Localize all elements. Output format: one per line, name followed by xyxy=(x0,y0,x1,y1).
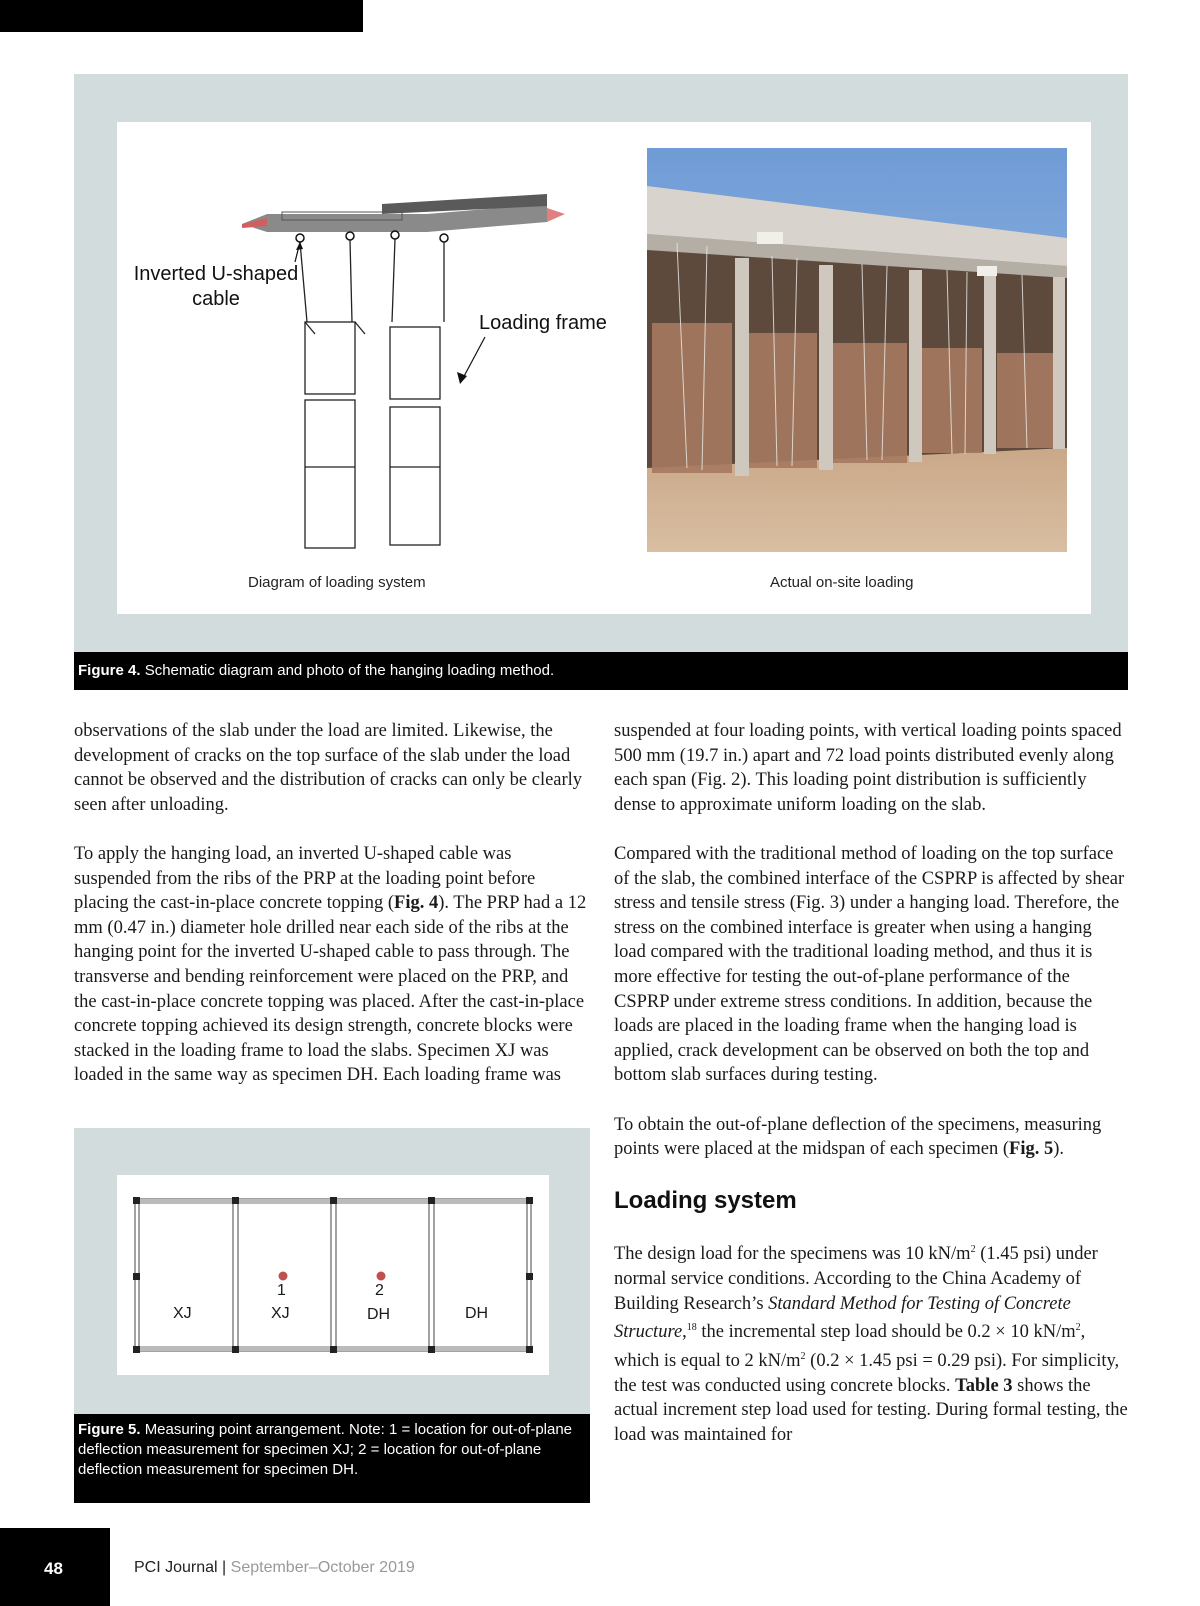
left-paragraph-2 xyxy=(74,842,590,1088)
loading-frame-2 xyxy=(390,239,444,545)
measuring-point-1 xyxy=(279,1272,288,1281)
p4-b: (1.45 psi) under normal service conditions. According to the China Academy of Building Research’s xyxy=(614,1244,1098,1314)
beams xyxy=(135,1199,531,1351)
figure-4-label: Figure 4. xyxy=(78,662,141,679)
hook-3 xyxy=(391,231,399,239)
photo-sign-1 xyxy=(757,232,783,244)
standard-title: Standard Method for Testing of Concrete Structure xyxy=(614,1293,1071,1343)
p4-e: , which is equal to 2 kN/m xyxy=(614,1322,1086,1372)
fig5-reference: Fig. 5 xyxy=(1009,1139,1054,1160)
cable-annotation-line2: cable xyxy=(192,288,240,310)
slab-edge-right xyxy=(547,208,565,222)
figure-4-right-subcaption: Actual on-site loading xyxy=(770,574,914,591)
hook-1 xyxy=(296,234,304,242)
frame-arrow xyxy=(462,337,485,380)
right-paragraph-3-a: To obtain the out-of-plane deflection of the specimens, measuring points were placed at the midspan of each specimen ( xyxy=(614,1114,1102,1160)
p4-c: , xyxy=(682,1322,687,1343)
p4-sup-a: 2 xyxy=(970,1244,976,1256)
journal-name: PCI Journal xyxy=(134,1559,218,1576)
bay-label-3: DH xyxy=(367,1306,391,1323)
measuring-point-diagram xyxy=(117,1175,549,1375)
right-column xyxy=(614,719,1128,1472)
figure-4-caption-text: Schematic diagram and photo of the hanging loading method. xyxy=(144,662,555,679)
column-posts xyxy=(133,1197,533,1353)
loading-system-diagram xyxy=(117,122,617,552)
left-paragraph-1: observations of the slab under the load are limited. Likewise, the development of cracks on the top surface of the slab under the load cannot be observed and the distribution of cracks can only be clearly seen after unloading. xyxy=(74,721,583,815)
reference-18: 18 xyxy=(686,1322,697,1334)
section-heading-loading-system: Loading system xyxy=(614,1187,797,1215)
hook-4 xyxy=(440,234,448,242)
p4-f: (0.2 × 1.45 psi = 0.29 psi). For simplicity, the test was conducted using concrete blocks. xyxy=(614,1351,1120,1396)
figure-5 xyxy=(74,1128,590,1503)
frame-annotation: Loading frame xyxy=(479,312,607,334)
figure-4-panel xyxy=(117,122,1091,614)
figure-5-panel xyxy=(117,1175,549,1375)
bay-label-4: DH xyxy=(465,1305,489,1322)
right-paragraph-3-b: ). xyxy=(1053,1139,1065,1160)
measuring-point-2 xyxy=(377,1272,386,1281)
cable-arrowhead xyxy=(296,242,303,250)
header-bar xyxy=(0,0,363,32)
photo-sign-2 xyxy=(977,266,997,276)
point-2-label: 2 xyxy=(375,1282,384,1299)
loading-frame-1 xyxy=(300,240,365,548)
fig4-reference: Fig. 4 xyxy=(394,893,439,914)
cable-annotation xyxy=(123,262,309,312)
dividers xyxy=(233,1199,434,1351)
page-number: 48 xyxy=(44,1559,63,1578)
right-paragraph-2: Compared with the traditional method of loading on the top surface of the slab, the combined interface of the CSPRP is affected by shear stress and tensile stress (Fig. 3) under a hanging load. Therefore, the stress on the combined interface is greater when using a hanging load compared with the traditional loading method, and thus it is more effective for testing the out-of-plane performance of the CSPRP under extreme stress conditions. In addition, because the loads are placed in the loading frame when the hanging load is applied, crack development can be observed on both the top and bottom slab surfaces during testing. xyxy=(614,843,1125,1086)
figure-5-caption xyxy=(74,1414,590,1503)
figure-5-caption-text: Measuring point arrangement. Note: 1 = location for out-of-plane deflection measurement for specimen XJ; 2 = location for out-of-plane deflection measurement for specimen DH. xyxy=(78,1421,573,1478)
figure-4-caption xyxy=(74,652,1128,690)
point-1-label: 1 xyxy=(277,1282,286,1299)
footer-separator: | xyxy=(222,1559,227,1576)
left-column xyxy=(74,719,590,1113)
left-paragraph-2-b: ). The PRP had a 12 mm (0.47 in.) diameter hole drilled near each side of the ribs at the hanging point for the inverted U-shaped cable to pass through. The transverse and bending reinforcement were placed on the PRP, and the cast-in-place concrete topping was placed. After the cast-in-place concrete topping achieved its design strength, concrete blocks were stacked in the loading frame to load the slabs. Specimen XJ was loaded in the same way as specimen DH. Each loading frame was xyxy=(74,893,587,1086)
p4-d: the incremental step load should be 0.2 × 10 kN/m xyxy=(696,1322,1076,1343)
p4-sup-b: 2 xyxy=(1075,1322,1081,1334)
bay-label-1: XJ xyxy=(173,1305,192,1322)
footer-journal xyxy=(134,1559,415,1577)
onsite-loading-photo xyxy=(647,148,1067,552)
right-paragraph-3 xyxy=(614,1113,1128,1162)
right-paragraph-1: suspended at four loading points, with vertical loading points spaced 500 mm (19.7 in.) apart and 72 load points distributed evenly along each span (Fig. 2). This loading point distribution is sufficiently dense to approximate uniform loading on the slab. xyxy=(614,721,1122,815)
left-paragraph-2-a: To apply the hanging load, an inverted U-shaped cable was suspended from the ribs of the PRP at the loading point before placing the cast-in-place concrete topping ( xyxy=(74,843,536,914)
hook-2 xyxy=(346,232,354,240)
p4-a: The design load for the specimens was 10 kN/m xyxy=(614,1244,971,1265)
cable-annotation-line1: Inverted U-shaped xyxy=(133,263,299,285)
table3-reference: Table 3 xyxy=(955,1375,1013,1396)
figure-4 xyxy=(74,74,1128,690)
figure-4-left-subcaption: Diagram of loading system xyxy=(248,574,426,591)
figure-5-label: Figure 5. xyxy=(78,1421,141,1438)
issue-date: September–October 2019 xyxy=(230,1559,415,1576)
p4-sup-c: 2 xyxy=(800,1350,806,1362)
right-paragraph-4 xyxy=(614,1238,1128,1447)
p4-g: shows the actual increment step load used for testing. During formal testing, the load was maintained for xyxy=(614,1375,1128,1445)
bay-label-2: XJ xyxy=(271,1305,290,1322)
slab-outline xyxy=(135,1199,531,1351)
